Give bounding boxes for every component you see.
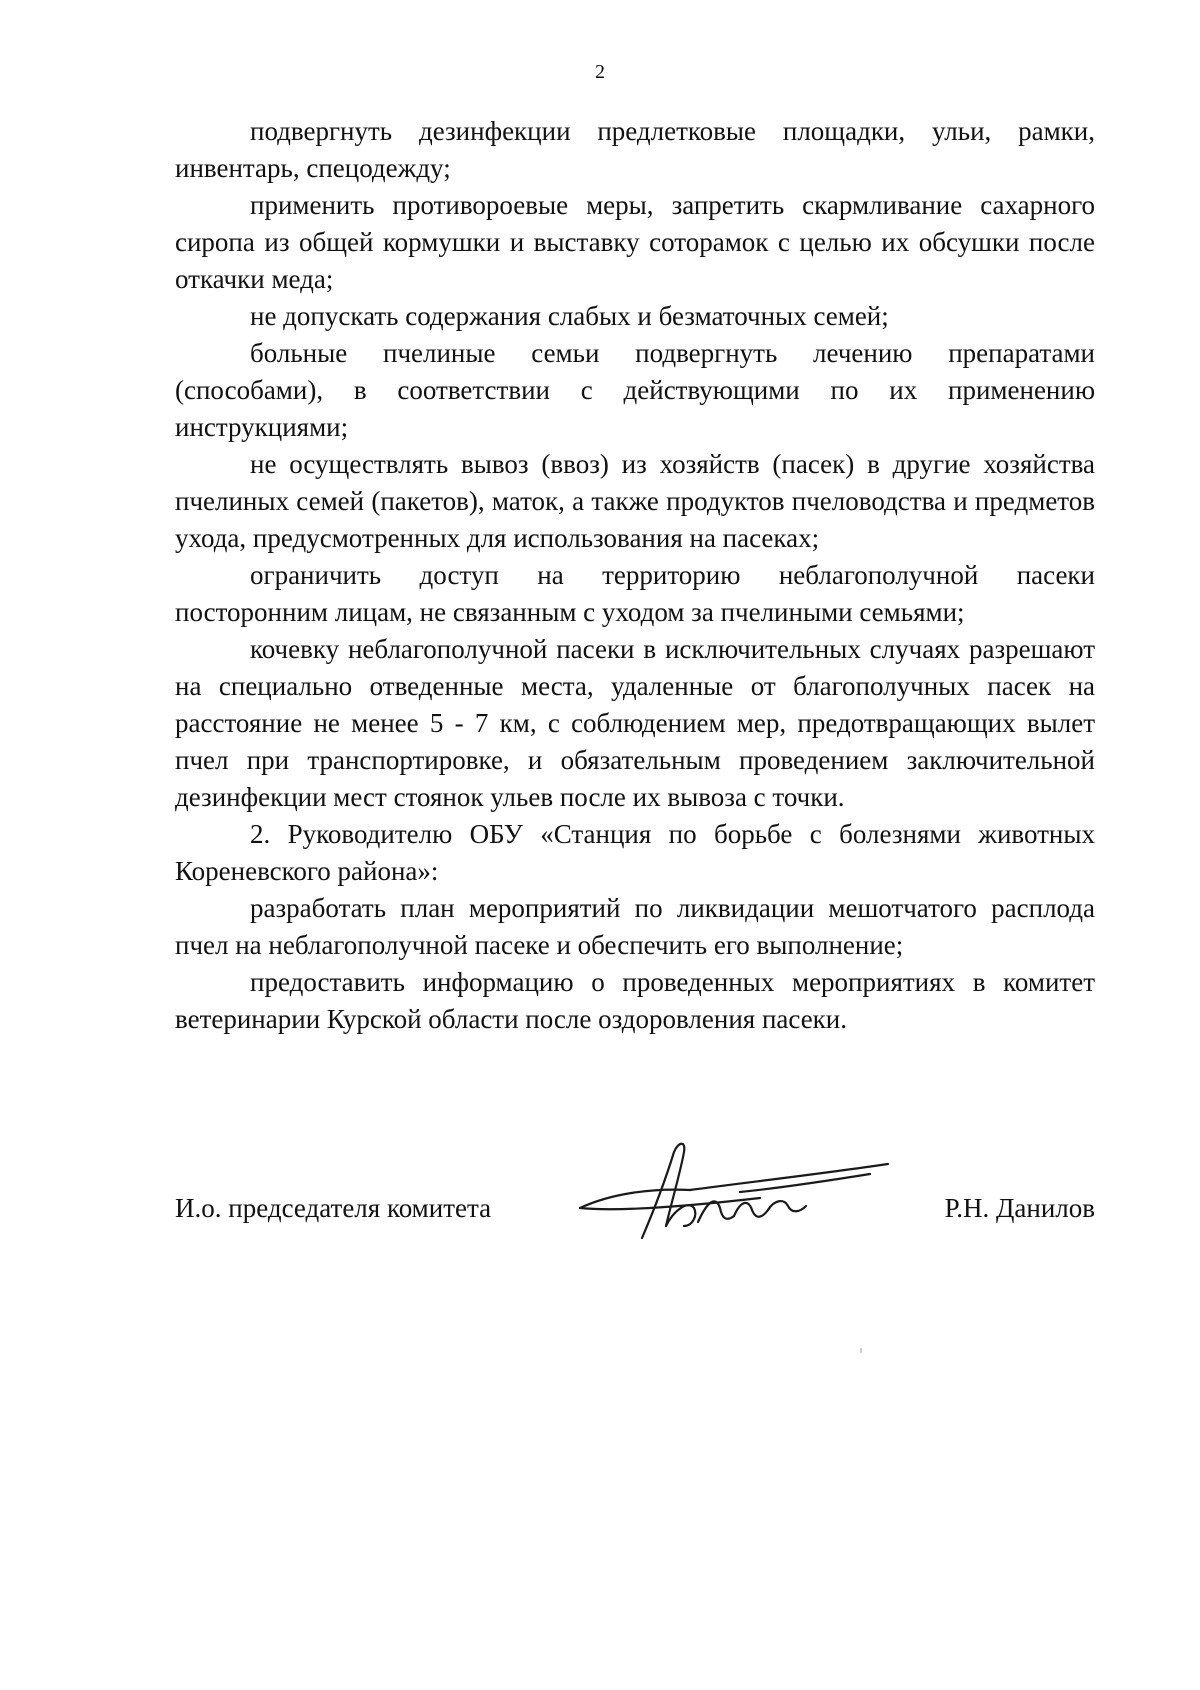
paragraph-weak-colonies: не допускать содержания слабых и безматочных семей;: [250, 301, 889, 331]
paragraph-transport-ban: не осуществлять вывоз (ввоз) из хозяйств (пасек) в другие хозяйства пчелиных семей (пакетов), маток, а также продуктов пчеловодства и предметов ухода, предусмотренных для использования на пасеках;: [175, 449, 1095, 553]
paragraph-disinfection: подвергнуть дезинфекции предлетковые площадки, ульи, рамки, инвентарь, спецодежду;: [175, 116, 1095, 183]
paragraph-nomadic-apiary: кочевку неблагополучной пасеки в исключительных случаях разрешают на специально отведенные места, удаленные от благополучных пасек на расстояние не менее 5 - 7 км, с соблюдением мер, предотвращающих вылет пчел при транспортировке, и обязательным проведением заключительной дезинфекции мест стоянок ульев после их вывоза с точки.: [175, 634, 1095, 812]
signature-block: [175, 1130, 1095, 1260]
scan-artifact: [860, 1348, 862, 1353]
handwritten-signature: [570, 1130, 900, 1240]
paragraph-anti-swarming: применить противороевые меры, запретить скармливание сахарного сиропа из общей кормушки и выставку соторамок с целью их обсушки после откачки меда;: [175, 190, 1095, 294]
paragraph-report: предоставить информацию о проведенных мероприятиях в комитет ветеринарии Курской области после оздоровления пасеки.: [175, 967, 1095, 1034]
signer-title: И.о. председателя комитета: [175, 1193, 492, 1223]
paragraph-access-restriction: ограничить доступ на территорию неблагополучной пасеки посторонним лицам, не связанным с уходом за пчелиными семьями;: [175, 560, 1095, 627]
paragraph-treatment: больные пчелиные семьи подвергнуть лечению препаратами (способами), в соответствии с действующими по их применению инструкциями;: [175, 338, 1095, 442]
page-number: 2: [595, 61, 605, 83]
paragraph-item-2: 2. Руководителю ОБУ «Станция по борьбе с болезнями животных Кореневского района»:: [175, 819, 1095, 886]
paragraph-action-plan: разработать план мероприятий по ликвидации мешотчатого расплода пчел на неблагополучной пасеке и обеспечить его выполнение;: [175, 893, 1095, 960]
document-body: [175, 113, 1095, 1038]
signer-name: Р.Н. Данилов: [944, 1193, 1095, 1223]
